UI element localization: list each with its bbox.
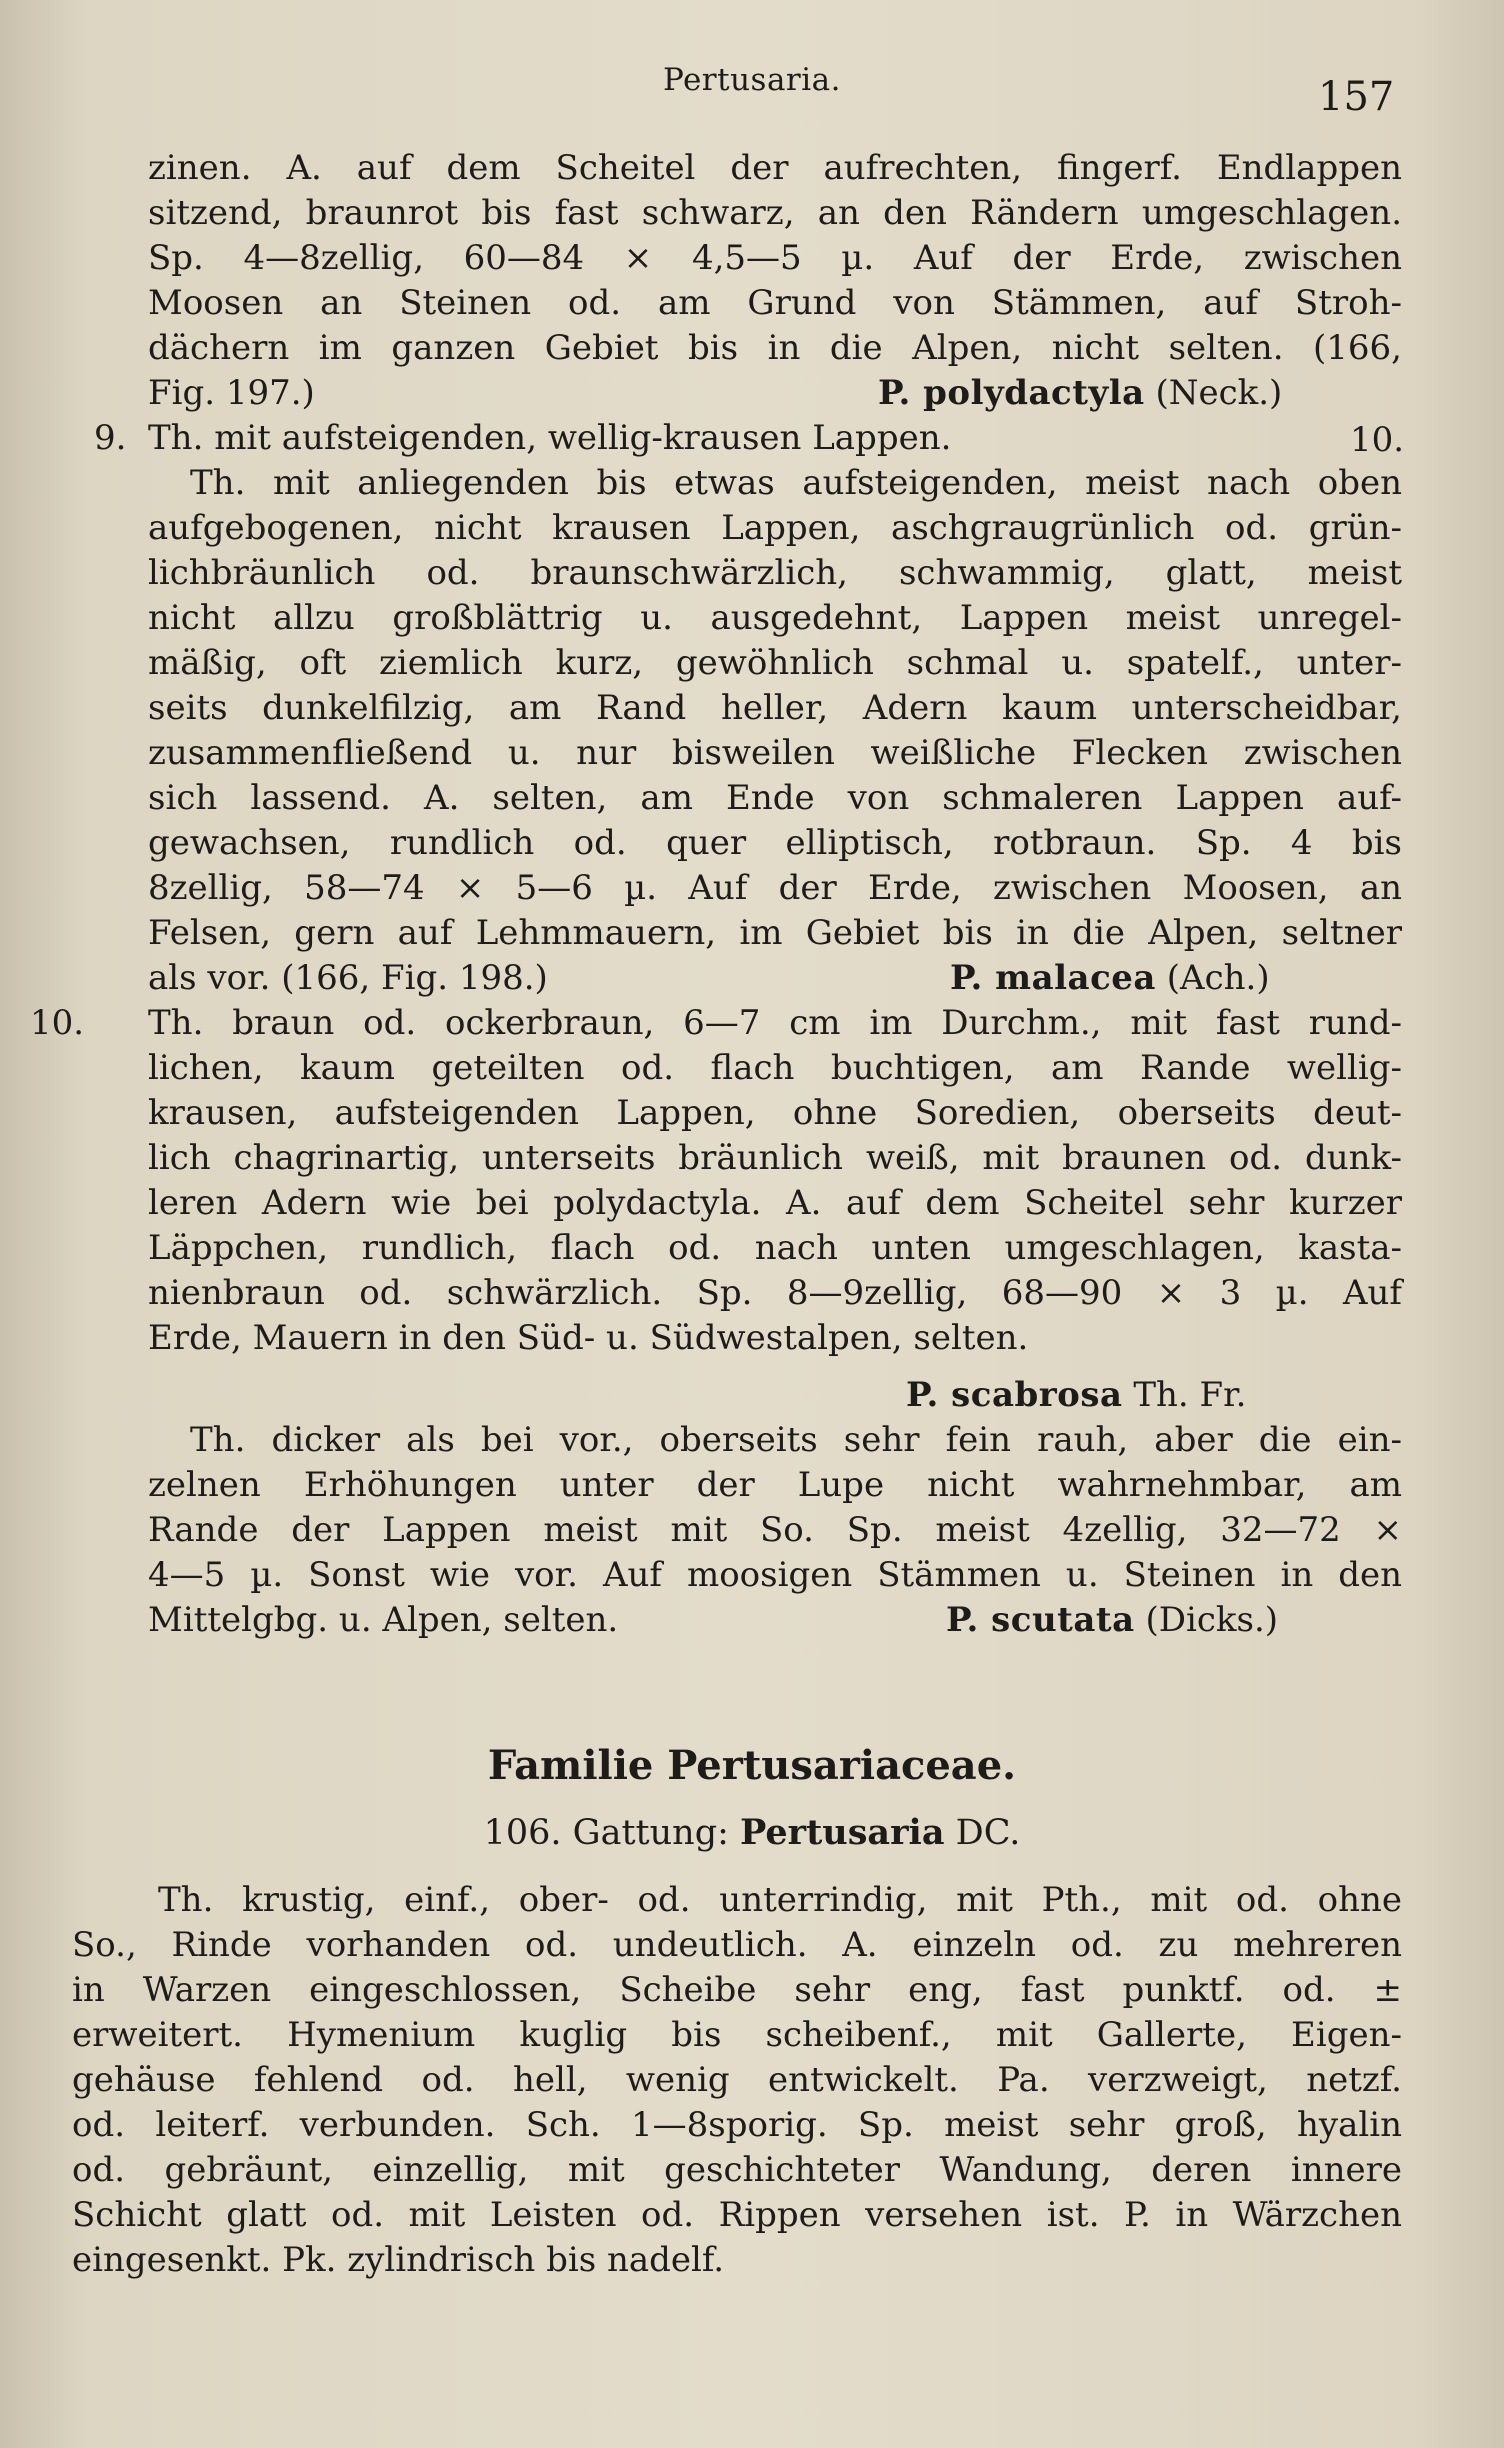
text-line: od. gebräunt, einzellig, mit geschichteter Wandung, deren innere [72, 2150, 1402, 2190]
text-line: krausen, aufsteigenden Lappen, ohne Soredien, oberseits deut- [148, 1093, 1402, 1133]
text-line: gehäuse fehlend od. hell, wenig entwickelt. Pa. verzweigt, netzf. [72, 2060, 1402, 2100]
species-name: P. polydactyla [878, 373, 1145, 413]
text-line: Sp. 4—8zellig, 60—84 × 4,5—5 µ. Auf der Erde, zwischen [148, 238, 1402, 278]
key-reference: 10. [1350, 420, 1405, 460]
text-line: erweitert. Hymenium kuglig bis scheibenf., mit Gallerte, Eigen- [72, 2015, 1402, 2055]
text-line: lichen, kaum geteilten od. flach buchtigen, am Rande wellig- [148, 1048, 1402, 1088]
text-line: gewachsen, rundlich od. quer elliptisch, rotbraun. Sp. 4 bis [148, 823, 1402, 863]
text-line: mäßig, oft ziemlich kurz, gewöhnlich schmal u. spatelf., unter- [148, 643, 1402, 683]
text-line: lichbräunlich od. braunschwärzlich, schwammig, glatt, meist [148, 553, 1402, 593]
running-head: Pertusaria. [662, 62, 841, 98]
text-line: Moosen an Steinen od. am Grund von Stämmen, auf Stroh- [148, 283, 1402, 323]
page-number: 157 [1318, 74, 1395, 120]
species-author: (Neck.) [1155, 373, 1283, 413]
species-author: (Ach.) [1166, 958, 1270, 998]
text-line: nienbraun od. schwärzlich. Sp. 8—9zellig, 68—90 × 3 µ. Auf [148, 1273, 1402, 1313]
text-line: Fig. 197.) [148, 373, 315, 413]
family-heading: Familie Pertusariaceae. [487, 1742, 1017, 1789]
text-line: zinen. A. auf dem Scheitel der aufrechten, fingerf. Endlappen [148, 148, 1402, 188]
genus-author: DC. [955, 1813, 1021, 1853]
species-author: (Dicks.) [1145, 1600, 1279, 1640]
text-line: 4—5 µ. Sonst wie vor. Auf moosigen Stämmen u. Steinen in den [148, 1555, 1402, 1595]
species-name: P. malacea [950, 958, 1156, 998]
text-line: Läppchen, rundlich, flach od. nach unten umgeschlagen, kasta- [148, 1228, 1402, 1268]
species-author: Th. Fr. [1133, 1375, 1247, 1415]
key-text: Th. mit aufsteigenden, wellig-krausen Lappen. [148, 418, 952, 458]
text-line: od. leiterf. verbunden. Sch. 1—8sporig. Sp. meist sehr groß, hyalin [72, 2105, 1402, 2145]
text-line: Schicht glatt od. mit Leisten od. Rippen versehen ist. P. in Wärzchen [72, 2195, 1402, 2235]
text-line: eingesenkt. Pk. zylindrisch bis nadelf. [72, 2240, 725, 2280]
text-line: Th. mit anliegenden bis etwas aufsteigenden, meist nach oben [190, 463, 1402, 503]
text-line: sitzend, braunrot bis fast schwarz, an den Rändern umgeschlagen. [148, 193, 1402, 233]
text-line: nicht allzu großblättrig u. ausgedehnt, Lappen meist unregel- [148, 598, 1402, 638]
text-line: zusammenfließend u. nur bisweilen weißliche Flecken zwischen [148, 733, 1402, 773]
text-line: aufgebogenen, nicht krausen Lappen, aschgraugrünlich od. grün- [148, 508, 1402, 548]
text-line: 8zellig, 58—74 × 5—6 µ. Auf der Erde, zwischen Moosen, an [148, 868, 1402, 908]
key-number: 10. [30, 1003, 85, 1043]
species-name: P. scabrosa [906, 1375, 1123, 1415]
species-name-scabrosa [906, 1375, 1246, 1415]
text-line: Th. braun od. ockerbraun, 6—7 cm im Durchm., mit fast rund- [148, 1003, 1402, 1043]
genus-prefix: 106. Gattung: [483, 1813, 729, 1853]
text-line: lich chagrinartig, unterseits bräunlich weiß, mit braunen od. dunk- [148, 1138, 1402, 1178]
text-line: zelnen Erhöhungen unter der Lupe nicht wahrnehmbar, am [148, 1465, 1402, 1505]
text-line: Rande der Lappen meist mit So. Sp. meist 4zellig, 32—72 × [148, 1510, 1402, 1550]
text-line: seits dunkelfilzig, am Rand heller, Adern kaum unterscheidbar, [148, 688, 1402, 728]
genus-heading [0, 1812, 1504, 1853]
text-line: Mittelgbg. u. Alpen, selten. [148, 1600, 619, 1640]
species-name: P. scutata [946, 1600, 1135, 1640]
text-line: in Warzen eingeschlossen, Scheibe sehr eng, fast punktf. od. ± [72, 1970, 1402, 2010]
genus-name: Pertusaria [740, 1812, 945, 1853]
text-line: leren Adern wie bei polydactyla. A. auf dem Scheitel sehr kurzer [148, 1183, 1402, 1223]
text-line: Th. dicker als bei vor., oberseits sehr fein rauh, aber die ein- [190, 1420, 1402, 1460]
species-name-malacea [950, 958, 1270, 998]
text-line: Felsen, gern auf Lehmmauern, im Gebiet bis in die Alpen, seltner [148, 913, 1402, 953]
text-line: dächern im ganzen Gebiet bis in die Alpen, nicht selten. (166, [148, 328, 1402, 368]
text-line: als vor. (166, Fig. 198.) [148, 958, 548, 998]
text-line: sich lassend. A. selten, am Ende von schmaleren Lappen auf- [148, 778, 1402, 818]
text-line: Erde, Mauern in den Süd- u. Südwestalpen, selten. [148, 1318, 1029, 1358]
species-name-polydactyla [878, 373, 1282, 413]
key-number: 9. [94, 418, 127, 458]
text-line: Th. krustig, einf., ober- od. unterrindig, mit Pth., mit od. ohne [158, 1880, 1402, 1920]
species-name-scutata [946, 1600, 1278, 1640]
text-line: So., Rinde vorhanden od. undeutlich. A. einzeln od. zu mehreren [72, 1925, 1402, 1965]
